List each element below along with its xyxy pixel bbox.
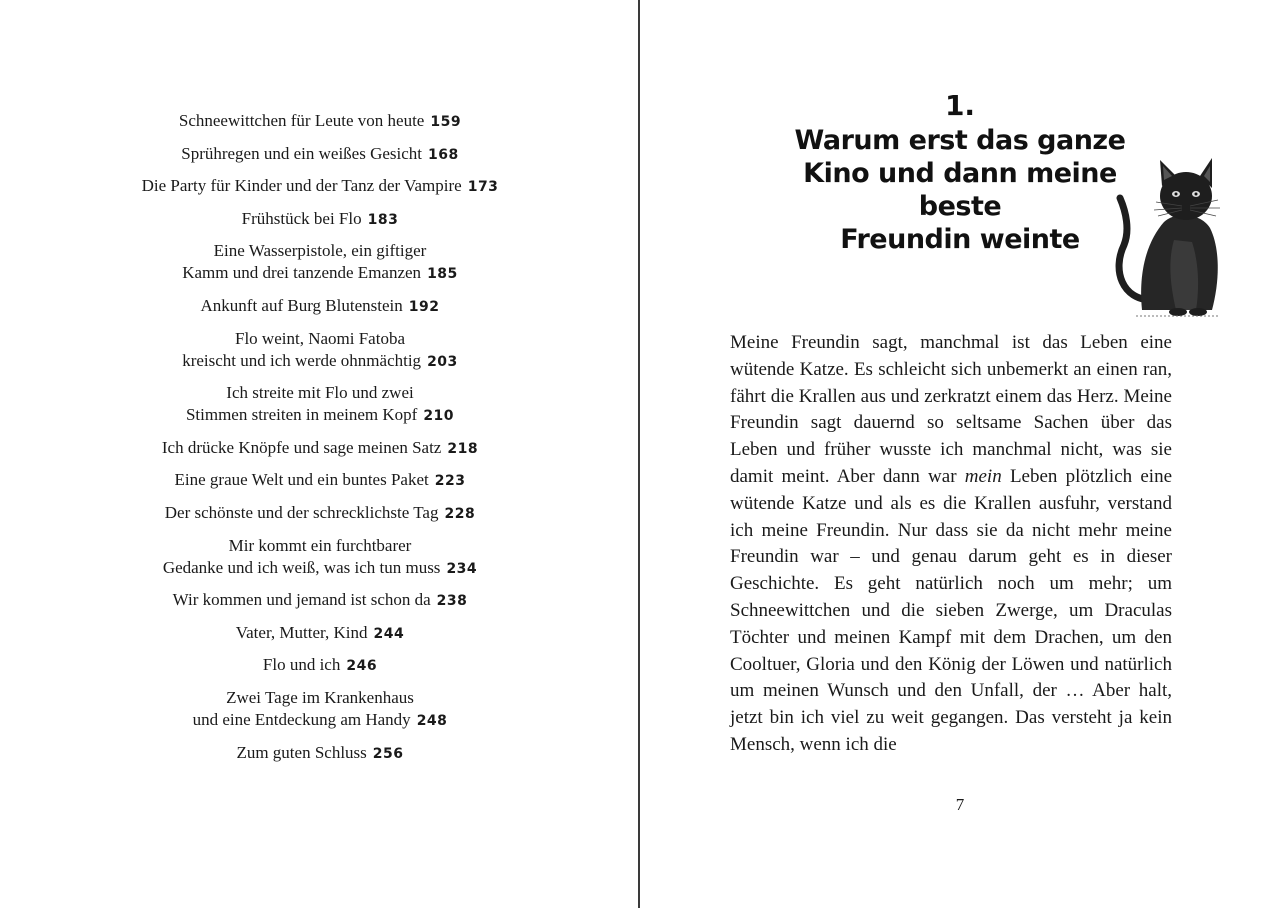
toc-entry-title: Flo weint, Naomi Fatoba: [235, 328, 405, 348]
toc-entry: [40, 742, 600, 765]
toc-entry: [40, 589, 600, 612]
toc-page-number: 192: [408, 298, 440, 315]
toc-entry-line: [40, 557, 600, 580]
toc-entry-title: Frühstück bei Flo: [241, 208, 362, 228]
chapter-heading: [760, 88, 1160, 256]
chapter-body-text: [730, 330, 1172, 759]
chapter-paragraph: [730, 330, 1172, 759]
toc-entry-title: Flo und ich: [262, 655, 341, 675]
toc-entry-line: [40, 742, 600, 765]
toc-page-number: 248: [416, 712, 448, 729]
page-number: 7: [955, 795, 965, 814]
toc-page-number: 185: [427, 266, 458, 283]
toc-page-number: 223: [434, 473, 466, 490]
toc-entry-title: Der schönste und der schrecklichste Tag: [164, 502, 439, 522]
toc-entry-line: [40, 175, 600, 198]
toc-page-number: 173: [467, 179, 499, 196]
toc-entry: [40, 240, 600, 285]
toc-entry: [40, 328, 600, 373]
toc-entry-title: Zwei Tage im Krankenhaus: [226, 687, 414, 707]
toc-entry-line: [40, 622, 600, 645]
toc-entry: [40, 535, 600, 580]
toc-page-number: 234: [446, 560, 478, 577]
toc-entry-title: Die Party für Kinder und der Tanz der Vampire: [141, 176, 462, 196]
toc-entry-title: und eine Entdeckung am Handy: [192, 709, 411, 729]
toc-entry-line: [40, 469, 600, 492]
toc-entry: [40, 208, 600, 231]
toc-entry: [40, 502, 600, 525]
toc-entry: [40, 382, 600, 427]
toc-page-number: 228: [444, 505, 476, 522]
toc-entry: [40, 143, 600, 166]
table-of-contents: [40, 110, 600, 774]
black-cat-icon: [1112, 150, 1224, 320]
toc-entry-line: [40, 328, 600, 350]
emphasized-word: mein: [964, 465, 1002, 487]
toc-entry-line: [40, 262, 600, 285]
toc-entry-title: Ankunft auf Burg Blutenstein: [200, 295, 403, 315]
toc-entry: [40, 622, 600, 645]
toc-page-number: 218: [447, 440, 479, 457]
toc-entry-title: Gedanke und ich weiß, was ich tun muss: [162, 557, 441, 577]
toc-page-number: 244: [373, 625, 405, 642]
toc-entry-line: [40, 687, 600, 709]
toc-entry: [40, 469, 600, 492]
toc-entry-title: Schneewittchen für Leute von heute: [178, 111, 425, 130]
toc-page-number: 246: [346, 658, 378, 675]
right-page: [640, 0, 1280, 908]
toc-entry-line: [40, 535, 600, 557]
toc-entry-title: Wir kommen und jemand ist schon da: [172, 590, 431, 610]
text-run: Leben plötzlich eine wütende Katze und als es die Krallen ausfuhr, verstand ich meine Freundin. Nur dass sie da nicht mehr meine Freundin war – und genau darum geht es in dieser Geschichte. Es geht natürlich noch um mehr; um Schneewittchen und die sieben Zwerge, um Draculas Töchter und meinen Kampf mit dem Drachen, um den Cooltuer, Gloria und den König der Löwen und natürlich um meinen Wunsch und den Unfall, der … Aber halt, jetzt bin ich viel zu weit gegangen. Das versteht ja kein Mensch, wenn ich die: [730, 465, 1172, 755]
toc-entry-line: [40, 208, 600, 231]
toc-entry-line: [40, 437, 600, 460]
toc-entry-line: [40, 404, 600, 427]
toc-entry-line: [40, 382, 600, 404]
toc-page-number: 203: [427, 353, 458, 370]
toc-entry-title: Stimmen streiten in meinem Kopf: [185, 405, 418, 425]
toc-entry-line: [40, 709, 600, 732]
toc-page-number: 238: [436, 593, 468, 610]
toc-entry-line: [40, 502, 600, 525]
toc-entry: [40, 687, 600, 732]
toc-entry-title: Kamm und drei tanzende Emanzen: [182, 263, 422, 283]
toc-page-number: 168: [428, 146, 459, 163]
left-page: [0, 0, 638, 908]
toc-page-number: 210: [423, 408, 455, 425]
chapter-title: [760, 124, 1160, 256]
toc-entry-title: Mir kommt ein furchtbarer: [228, 535, 412, 555]
toc-entry: [40, 654, 600, 677]
chapter-number: 1.: [944, 89, 976, 122]
toc-entry-line: [40, 143, 600, 166]
toc-page-number: 256: [372, 745, 404, 762]
toc-entry-line: [40, 350, 600, 373]
toc-entry-line: [40, 589, 600, 612]
toc-entry: [40, 175, 600, 198]
toc-entry-line: [40, 295, 600, 318]
toc-entry-title: Zum guten Schluss: [236, 742, 367, 762]
toc-entry: [40, 437, 600, 460]
chapter-title-line: Freundin weinte: [840, 224, 1080, 255]
toc-entry-title: Eine Wasserpistole, ein giftiger: [213, 241, 427, 261]
toc-entry-title: kreischt und ich werde ohnmächtig: [182, 350, 422, 370]
toc-entry-line: [40, 110, 600, 133]
toc-page-number: 183: [367, 211, 399, 228]
toc-entry: [40, 110, 600, 133]
toc-page-number: 159: [430, 114, 462, 130]
toc-entry-line: [40, 240, 600, 262]
text-run: Meine Freundin sagt, manchmal ist das Leben eine wütende Katze. Es schleicht sich unbemerkt an einen ran, fährt die Krallen aus und zerkratzt einem das Herz. Meine Freundin sagt dauernd so seltsame Sachen über das Leben und früher wusste ich manchmal nicht, was sie damit meint. Aber dann war: [730, 332, 1172, 487]
toc-entry-title: Vater, Mutter, Kind: [235, 622, 368, 642]
toc-entry-title: Eine graue Welt und ein buntes Paket: [174, 470, 429, 490]
toc-entry-title: Ich drücke Knöpfe und sage meinen Satz: [161, 437, 442, 457]
toc-entry-title: Ich streite mit Flo und zwei: [226, 383, 414, 403]
toc-entry-title: Sprühregen und ein weißes Gesicht: [181, 143, 423, 163]
toc-entry: [40, 295, 600, 318]
chapter-title-line: Kino und dann meine beste: [803, 158, 1117, 222]
chapter-title-line: Warum erst das ganze: [794, 125, 1126, 156]
toc-entry-line: [40, 654, 600, 677]
